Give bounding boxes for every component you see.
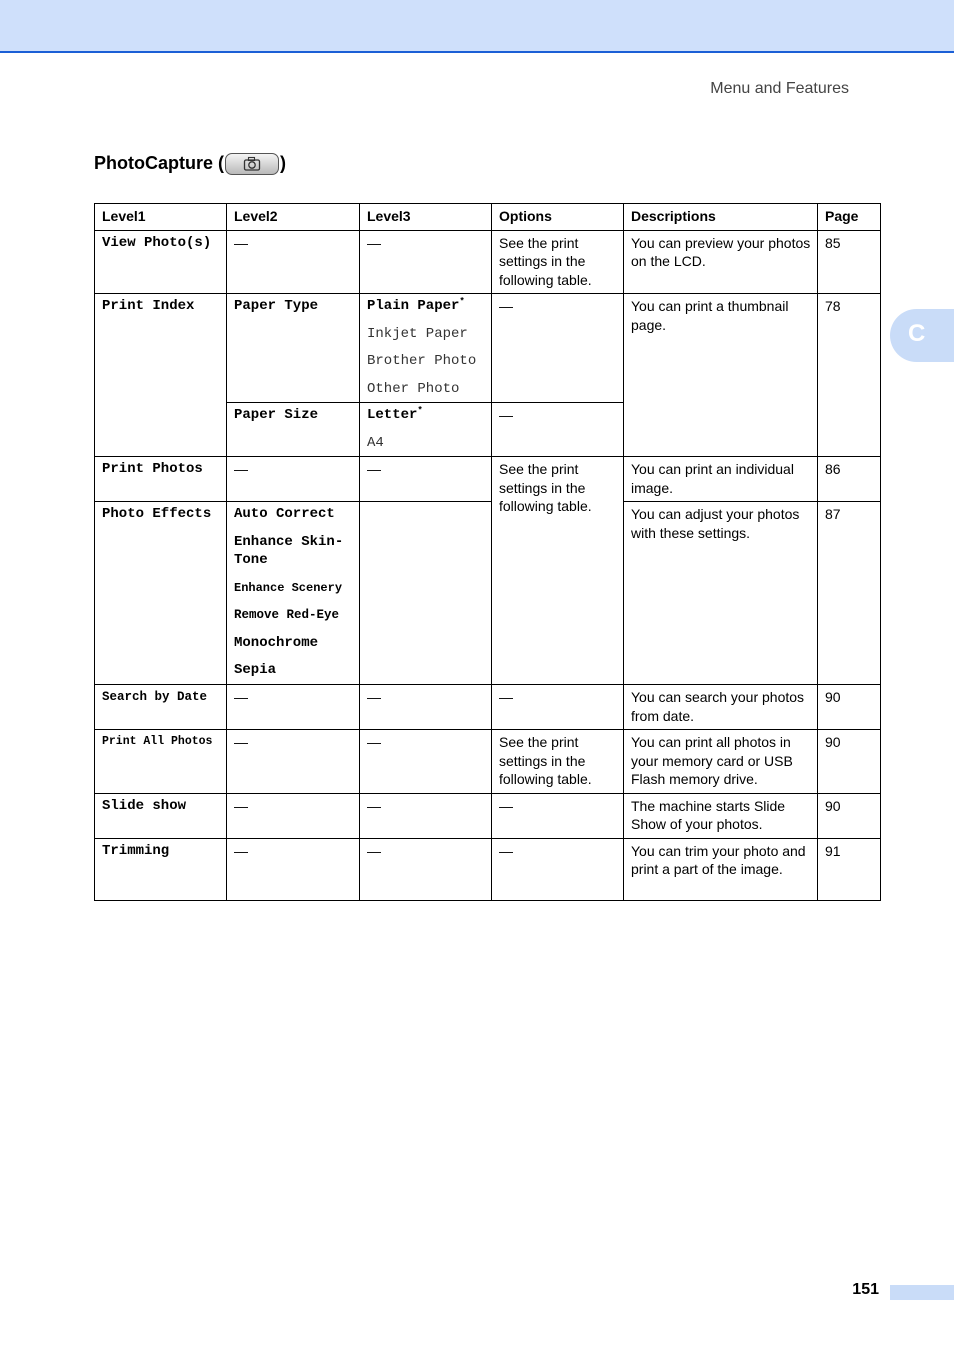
options-cell: See the print settings in the following table. [492, 457, 624, 685]
options-cell: — [492, 793, 624, 838]
section-title [94, 152, 286, 174]
page-cell: 78 [818, 294, 881, 457]
level3-cell: — [360, 793, 492, 838]
option-value: A4 [367, 434, 384, 451]
option-value: Brother Photo [367, 353, 477, 369]
level2-cell [227, 502, 360, 685]
col-level1: Level1 [95, 204, 227, 231]
section-title-suffix: ) [280, 152, 286, 173]
table-row [95, 457, 881, 502]
level1-cell: Trimming [95, 838, 227, 900]
options-cell: See the print settings in the following table. [492, 230, 624, 294]
col-options: Options [492, 204, 624, 231]
option-value: Plain Paper* [367, 296, 465, 314]
level1-cell: Print All Photos [95, 730, 227, 794]
level2-cell: Paper Size [227, 403, 360, 457]
chapter-tab [890, 309, 954, 362]
level2-cell: — [227, 730, 360, 794]
level2-cell: — [227, 793, 360, 838]
col-level2: Level2 [227, 204, 360, 231]
level3-cell: — [360, 230, 492, 294]
effect-item: Auto Correct [234, 506, 335, 522]
col-page: Page [818, 204, 881, 231]
page-cell: 86 [818, 457, 881, 502]
table-row [95, 230, 881, 294]
level1-cell: Print Index [95, 294, 227, 457]
level3-cell [360, 294, 492, 403]
chapter-tab-letter: C [908, 320, 926, 347]
options-cell: See the print settings in the following table. [492, 730, 624, 794]
page-number: 151 [852, 1281, 879, 1298]
options-cell: — [492, 294, 624, 403]
header-row [95, 204, 881, 231]
option-value: Inkjet Paper [367, 325, 468, 342]
description-cell: You can search your photos from date. [624, 685, 818, 730]
table-row [95, 294, 881, 403]
effect-item: Remove Red-Eye [234, 608, 340, 622]
col-descriptions: Descriptions [624, 204, 818, 231]
table-row [95, 685, 881, 730]
option-value: Letter* [367, 405, 423, 423]
options-cell: — [492, 838, 624, 900]
description-cell: You can preview your photos on the LCD. [624, 230, 818, 294]
page-cell: 90 [818, 793, 881, 838]
level1-cell: Photo Effects [95, 502, 227, 685]
photocapture-button [225, 153, 279, 175]
options-cell: — [492, 685, 624, 730]
photocapture-menu-table [94, 203, 881, 901]
level1-cell: Search by Date [95, 685, 227, 730]
options-cell: — [492, 403, 624, 457]
effect-item: Enhance Skin-Tone [234, 533, 344, 568]
level3-cell: — [360, 730, 492, 794]
page-cell: 90 [818, 730, 881, 794]
effect-item: Monochrome [234, 634, 319, 651]
level3-cell: — [360, 457, 492, 502]
effect-item: Sepia [234, 662, 277, 678]
page-cell: 90 [818, 685, 881, 730]
level3-cell: — [360, 838, 492, 900]
section-title-prefix: PhotoCapture ( [94, 152, 224, 173]
level3-cell: — [360, 685, 492, 730]
page-cell: 85 [818, 230, 881, 294]
level2-cell: Paper Type [227, 294, 360, 403]
description-cell: You can adjust your photos with these settings. [624, 502, 818, 685]
effect-item: Enhance Scenery [234, 580, 343, 595]
camera-icon [243, 156, 261, 172]
level3-cell [360, 502, 492, 685]
level1-cell: Print Photos [95, 457, 227, 502]
page-cell: 87 [818, 502, 881, 685]
description-cell: You can print a thumbnail page. [624, 294, 818, 457]
running-head: Menu and Features [710, 80, 849, 97]
col-level3: Level3 [360, 204, 492, 231]
table-row [95, 502, 881, 685]
level1-cell: View Photo(s) [95, 230, 227, 294]
table-row [95, 730, 881, 794]
description-cell: You can print an individual image. [624, 457, 818, 502]
header-band [0, 0, 954, 53]
level2-cell: — [227, 230, 360, 294]
level2-cell: — [227, 685, 360, 730]
table-row [95, 838, 881, 900]
level2-cell: — [227, 838, 360, 900]
description-cell: You can print all photos in your memory card or USB Flash memory drive. [624, 730, 818, 794]
page-number-bar [890, 1285, 954, 1300]
level2-cell: — [227, 457, 360, 502]
page-cell: 91 [818, 838, 881, 900]
description-cell: You can trim your photo and print a part of the image. [624, 838, 818, 900]
table-row [95, 793, 881, 838]
level3-cell [360, 403, 492, 457]
description-cell: The machine starts Slide Show of your photos. [624, 793, 818, 838]
option-value: Other Photo [367, 380, 460, 397]
level1-cell: Slide show [95, 793, 227, 838]
